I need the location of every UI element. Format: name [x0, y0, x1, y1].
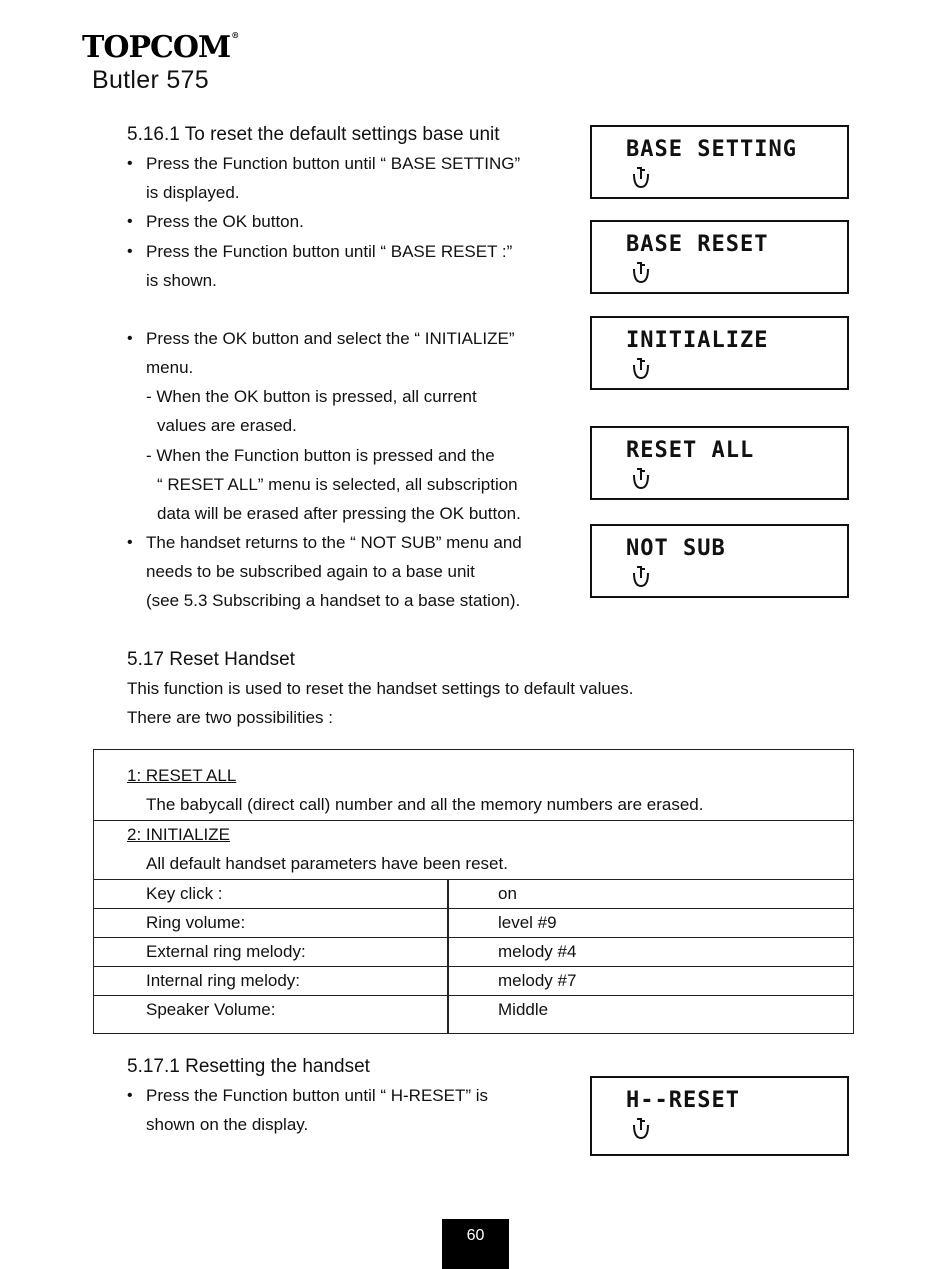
intro-line: There are two possibilities :	[127, 708, 333, 727]
heading-5-17-1: 5.17.1 Resetting the handset	[127, 1056, 370, 1077]
param-name: Speaker Volume:	[146, 1000, 276, 1019]
param-value: Middle	[498, 1000, 549, 1019]
column-divider	[447, 938, 449, 966]
handset-icon	[630, 564, 652, 588]
instruction-line: menu.	[146, 358, 194, 377]
handset-icon	[630, 165, 652, 189]
param-value: melody #4	[498, 942, 577, 961]
option-description: The babycall (direct call) number and all the memory numbers are erased.	[146, 795, 704, 814]
lcd-display	[590, 1076, 849, 1156]
instruction-line: is shown.	[146, 271, 217, 290]
lcd-display	[590, 220, 849, 294]
param-value: level #9	[498, 913, 557, 932]
instruction-line: “ RESET ALL” menu is selected, all subscription	[157, 475, 518, 494]
lcd-display	[590, 426, 849, 500]
lcd-display	[590, 524, 849, 598]
instruction-line: - When the Function button is pressed and the	[146, 446, 495, 465]
lcd-text: BASE RESET	[626, 232, 769, 257]
param-name: External ring melody:	[146, 942, 306, 961]
instruction-line: Press the Function button until “ BASE SETTING”	[146, 154, 521, 173]
intro-line: This function is used to reset the handset settings to default values.	[127, 679, 634, 698]
handset-icon	[630, 356, 652, 380]
instruction-line: needs to be subscribed again to a base unit	[146, 562, 475, 581]
column-divider	[447, 880, 449, 908]
bullet-dot: •	[127, 213, 133, 230]
handset-icon	[630, 466, 652, 490]
lcd-display	[590, 125, 849, 199]
column-divider	[447, 909, 449, 937]
column-divider	[447, 967, 449, 995]
table-row	[94, 995, 853, 1033]
instruction-line: is displayed.	[146, 183, 240, 202]
heading-5-16-1: 5.16.1 To reset the default settings base unit	[127, 124, 500, 145]
instruction-line: values are erased.	[157, 416, 297, 435]
lcd-text: RESET ALL	[626, 438, 755, 463]
param-name: Key click :	[146, 884, 223, 903]
page-number: 60	[442, 1219, 509, 1269]
column-divider	[447, 996, 449, 1033]
instruction-line: The handset returns to the “ NOT SUB” menu and	[146, 533, 522, 552]
instruction-line: Press the Function button until “ H-RESET” is	[146, 1086, 489, 1105]
bullet-dot: •	[127, 330, 133, 347]
option-reset-all	[94, 750, 853, 820]
instruction-line: - When the OK button is pressed, all current	[146, 387, 477, 406]
option-description: All default handset parameters have been reset.	[146, 854, 508, 873]
instruction-line: data will be erased after pressing the OK button.	[157, 504, 521, 523]
option-title: 2: INITIALIZE	[127, 825, 230, 844]
option-title: 1: RESET ALL	[127, 766, 237, 785]
table-row	[94, 966, 853, 995]
reset-options-table	[93, 749, 854, 1034]
instruction-line: (see 5.3 Subscribing a handset to a base station).	[146, 591, 521, 610]
heading-5-17: 5.17 Reset Handset	[127, 649, 295, 670]
model-name: Butler 575	[92, 66, 209, 94]
bullet-dot: •	[127, 155, 133, 172]
param-value: melody #7	[498, 971, 577, 990]
handset-icon	[630, 260, 652, 284]
table-row	[94, 879, 853, 908]
handset-icon	[630, 1116, 652, 1140]
bullet-dot: •	[127, 1087, 133, 1104]
lcd-text: NOT SUB	[626, 536, 726, 561]
lcd-text: INITIALIZE	[626, 328, 769, 353]
instruction-line: Press the OK button and select the “ INITIALIZE”	[146, 329, 515, 348]
brand-logo: TOPCOM®	[82, 30, 239, 65]
param-value: on	[498, 884, 517, 903]
param-name: Ring volume:	[146, 913, 246, 932]
lcd-display	[590, 316, 849, 390]
instruction-line: Press the Function button until “ BASE RESET :”	[146, 242, 513, 261]
instruction-line: Press the OK button.	[146, 212, 304, 231]
bullet-dot: •	[127, 243, 133, 260]
instruction-line: shown on the display.	[146, 1115, 309, 1134]
option-initialize	[94, 820, 853, 879]
lcd-text: BASE SETTING	[626, 137, 797, 162]
bullet-dot: •	[127, 534, 133, 551]
param-name: Internal ring melody:	[146, 971, 301, 990]
table-row	[94, 937, 853, 966]
table-row	[94, 908, 853, 937]
lcd-text: H--RESET	[626, 1088, 740, 1113]
